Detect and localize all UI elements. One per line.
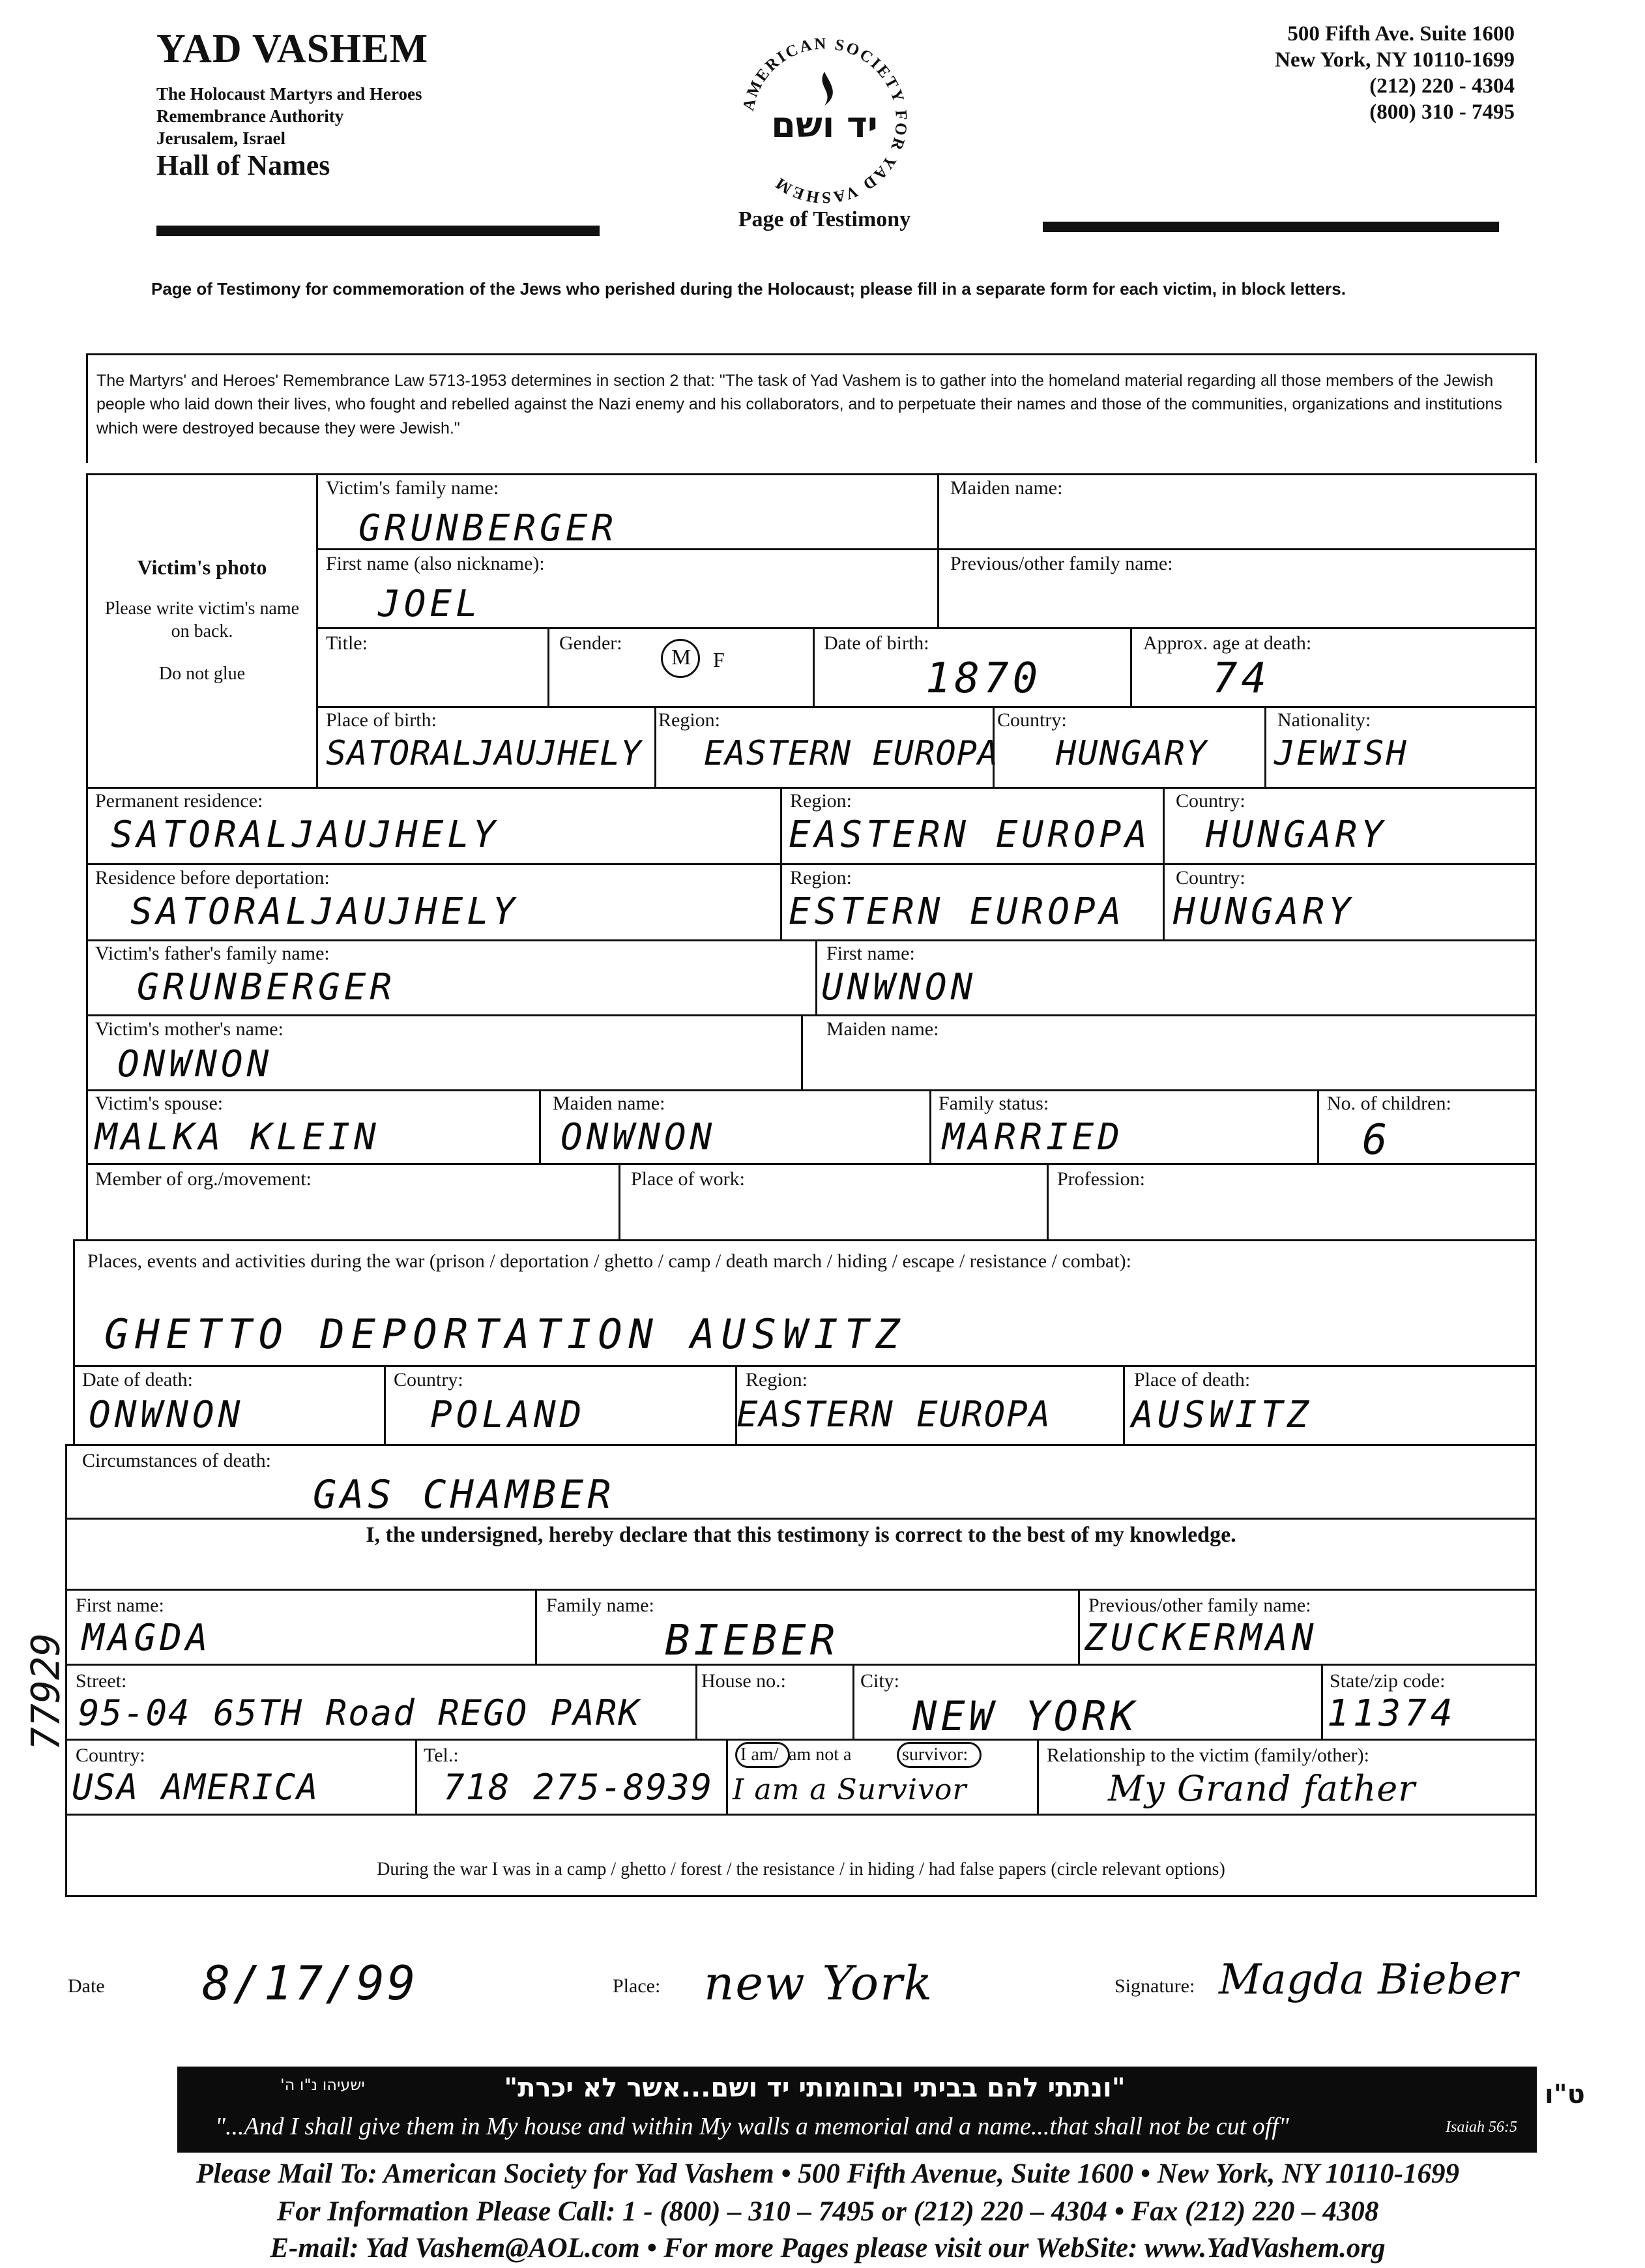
- banner-hebrew: "ונתתי להם בביתי ובחומותי יד ושם...אשר לא יכרת": [504, 2073, 1126, 2103]
- father-family-name-value: GRUNBERGER: [137, 966, 396, 1009]
- permanent-residence-value: SATORALJAUJHELY: [111, 814, 499, 856]
- victim-first-name-label: First name (also nickname):: [326, 553, 545, 574]
- victim-pob-country-value: HUNGARY: [1056, 734, 1208, 773]
- zip-label: State/zip code:: [1330, 1670, 1446, 1692]
- during-war-options-text: During the war I was in a camp / ghetto / forest / the resistance / in hiding / had false papers (circle relevant options): [377, 1859, 1225, 1879]
- place-of-work-label: Place of work:: [631, 1168, 745, 1190]
- city-value: NEW YORK: [912, 1692, 1139, 1740]
- instruction-text: Page of Testimony for commemoration of the Jews who perished during the Holocaust; please fill in a separate form for each victim, in block letters.: [151, 279, 1346, 299]
- date-label: Date: [68, 1975, 105, 1997]
- country-label: Country:: [76, 1745, 145, 1766]
- survivor-am-option[interactable]: I am/: [740, 1745, 779, 1765]
- residence-before-region-label: Region:: [790, 867, 852, 889]
- place-label: Place:: [613, 1975, 661, 1997]
- permanent-country-value: HUNGARY: [1206, 814, 1388, 856]
- date-value: 8/17/99: [202, 1956, 418, 2010]
- spouse-value: MALKA KLEIN: [95, 1116, 380, 1158]
- during-war-options-box[interactable]: [65, 1814, 1537, 1897]
- house-no-label: House no.:: [701, 1670, 786, 1692]
- father-first-name-label: First name:: [826, 943, 915, 964]
- submitter-family-name-label: Family name:: [546, 1595, 654, 1616]
- submitter-first-name-value: MAGDA: [82, 1617, 212, 1659]
- form-title: Page of Testimony: [738, 207, 911, 231]
- address-line-4: (800) 310 - 7495: [1369, 100, 1515, 124]
- photo-title: Victim's photo: [137, 555, 267, 579]
- law-text: The Martyrs' and Heroes' Remembrance Law 5713-1953 determines in section 2 that: "The task of Yad Vashem is to gather into the homeland material regarding all those members of the Jewish people who laid down their lives, who fought and rebelled against the Nazi enemy and his collaborators, and to perpetuate their names and those of the communities, organizations and institutions which were destroyed because they were Jewish.": [96, 372, 1502, 437]
- street-value: 95-04 65TH Road REGO PARK: [78, 1692, 641, 1733]
- profession-label: Profession:: [1057, 1168, 1145, 1190]
- photo-no-glue: Do not glue: [158, 664, 246, 684]
- relationship-label: Relationship to the victim (family/other):: [1047, 1745, 1369, 1766]
- victim-previous-name-label: Previous/other family name:: [950, 553, 1173, 574]
- family-status-value: MARRIED: [942, 1116, 1124, 1158]
- org-name: YAD VASHEM: [156, 27, 429, 71]
- circumstances-label: Circumstances of death:: [82, 1450, 271, 1471]
- zip-value: 11374: [1327, 1692, 1457, 1735]
- residence-before-country-label: Country:: [1176, 867, 1245, 889]
- victim-nationality-label: Nationality:: [1277, 709, 1371, 731]
- tel-label: Tel.:: [424, 1745, 459, 1766]
- death-country-label: Country:: [394, 1369, 463, 1391]
- org-line-3: Jerusalem, Israel: [156, 128, 285, 148]
- submitter-previous-name-value: ZUCKERMAN: [1085, 1617, 1318, 1659]
- seal-ring-text: AMERICAN SOCIETY FOR YAD VASHEM: [739, 35, 910, 207]
- children-count-value: 6: [1362, 1116, 1391, 1164]
- hall-of-names: Hall of Names: [156, 149, 330, 181]
- victim-age-label: Approx. age at death:: [1143, 632, 1312, 654]
- seal-hebrew: יד ושם: [771, 104, 878, 145]
- victim-family-name-value: GRUNBERGER: [358, 507, 618, 550]
- mother-maiden-name-label: Maiden name:: [826, 1018, 939, 1040]
- permanent-residence-label: Permanent residence:: [95, 790, 263, 812]
- victim-title-label: Title:: [326, 632, 368, 654]
- header-rule-right: [1043, 222, 1499, 232]
- spouse-label: Victim's spouse:: [95, 1093, 224, 1114]
- victim-dob-value: 1870: [925, 655, 1042, 703]
- father-family-name-label: Victim's father's family name:: [95, 943, 330, 964]
- submitter-first-name-label: First name:: [76, 1595, 164, 1616]
- victim-pob-label: Place of birth:: [326, 709, 437, 731]
- yad-vashem-seal-icon: [730, 26, 919, 215]
- victim-maiden-name-label: Maiden name:: [950, 477, 1063, 499]
- photo-note: Please write victim's name on back.: [104, 598, 300, 641]
- survivor-mid-text: am not a: [789, 1745, 852, 1765]
- permanent-country-label: Country:: [1176, 790, 1245, 812]
- banner-hebrew-source: ישעיהו נ"ו ה': [280, 2076, 365, 2094]
- header-rule-left: [156, 226, 600, 236]
- place-value: new York: [704, 1956, 934, 2010]
- victim-age-value: 74: [1212, 655, 1271, 703]
- father-first-name-value: UNWNON: [821, 966, 977, 1009]
- mother-name-value: ONWNON: [117, 1043, 273, 1085]
- victim-nationality-value: JEWISH: [1274, 734, 1408, 773]
- spouse-maiden-name-label: Maiden name:: [553, 1093, 665, 1114]
- org-line-2: Remembrance Authority: [156, 106, 344, 126]
- relationship-value: My Grand father: [1108, 1768, 1416, 1809]
- declaration-text: I, the undersigned, hereby declare that this testimony is correct to the best of my knowledge.: [366, 1523, 1236, 1547]
- member-org-label: Member of org./movement:: [95, 1168, 312, 1190]
- address-line-1: 500 Fifth Ave. Suite 1600: [1287, 22, 1515, 46]
- banner-reference: Isaiah 56:5: [1446, 2119, 1517, 2136]
- spouse-maiden-name-value: ONWNON: [560, 1116, 716, 1158]
- family-status-label: Family status:: [939, 1093, 1049, 1114]
- victim-pob-value: SATORALJAUJHELY: [326, 734, 642, 773]
- city-label: City:: [860, 1670, 900, 1692]
- footer-phone-line: For Information Please Call: 1 - (800) – 310 – 7495 or (212) 220 – 4304 • Fax (212) 220 – 4308: [276, 2196, 1379, 2227]
- org-line-1: The Holocaust Martyrs and Heroes: [156, 84, 422, 104]
- address-line-3: (212) 220 - 4304: [1369, 74, 1515, 98]
- war-places-value: GHETTO DEPORTATION AUSWITZ: [104, 1310, 907, 1358]
- submitter-family-name-value: BIEBER: [665, 1617, 839, 1665]
- banner-english: "...And I shall give them in My house and within My walls a memorial and a name...that shall not be cut off": [215, 2113, 1289, 2140]
- victim-dob-label: Date of birth:: [824, 632, 929, 654]
- residence-before-value: SATORALJAUJHELY: [130, 891, 519, 933]
- circumstances-field[interactable]: [65, 1444, 1537, 1520]
- victim-pob-region-label: Region:: [658, 709, 720, 731]
- side-hebrew-mark: ט"ו: [1545, 2080, 1585, 2110]
- victim-first-name-value: JOEL: [378, 583, 482, 625]
- street-label: Street:: [76, 1670, 127, 1692]
- children-count-label: No. of children:: [1327, 1093, 1451, 1114]
- country-value: USA AMERICA: [72, 1767, 319, 1808]
- gender-m[interactable]: M: [671, 645, 691, 670]
- gender-f[interactable]: F: [713, 648, 725, 671]
- death-date-label: Date of death:: [82, 1369, 193, 1391]
- permanent-region-label: Region:: [790, 790, 852, 812]
- footer-mail-line: Please Mail To: American Society for Yad Vashem • 500 Fifth Avenue, Suite 1600 • New York, NY 10110-1699: [196, 2158, 1460, 2189]
- survivor-written-value: I am a Survivor: [733, 1773, 967, 1806]
- victim-gender-label: Gender:: [559, 632, 622, 654]
- circumstances-value: GAS CHAMBER: [313, 1472, 615, 1518]
- mother-name-label: Victim's mother's name:: [95, 1018, 284, 1040]
- tel-value: 718 275-8939: [443, 1767, 714, 1808]
- residence-before-region-value: ESTERN EUROPA: [789, 891, 1126, 933]
- submitter-previous-name-label: Previous/other family name:: [1088, 1595, 1311, 1616]
- victim-pob-region-value: EASTERN EUROPA: [704, 734, 999, 773]
- address-line-2: New York, NY 10110-1699: [1275, 48, 1515, 72]
- war-places-label: Places, events and activities during the war (prison / deportation / ghetto / camp / death march / hiding / escape / resistance / combat):: [87, 1250, 1132, 1272]
- death-country-value: POLAND: [430, 1394, 586, 1436]
- residence-before-label: Residence before deportation:: [95, 867, 330, 889]
- signature-label: Signature:: [1114, 1975, 1195, 1997]
- death-place-label: Place of death:: [1134, 1369, 1251, 1391]
- footer-web-line: E-mail: Yad Vashem@AOL.com • For more Pages please visit our WebSite: www.YadVashem.org: [270, 2233, 1386, 2263]
- residence-before-country-value: HUNGARY: [1173, 891, 1355, 933]
- victim-family-name-label: Victim's family name:: [326, 477, 499, 499]
- death-region-label: Region:: [746, 1369, 808, 1391]
- death-date-value: ONWNON: [89, 1394, 244, 1436]
- death-place-value: AUSWITZ: [1131, 1394, 1313, 1436]
- permanent-region-value: EASTERN EUROPA: [789, 814, 1152, 856]
- signature-value: Magda Bieber: [1219, 1956, 1518, 2004]
- victim-pob-country-label: Country:: [997, 709, 1067, 731]
- death-region-value: EASTERN EUROPA: [736, 1394, 1052, 1435]
- margin-number: 77929: [23, 1632, 69, 1751]
- survivor-word: survivor:: [902, 1745, 968, 1765]
